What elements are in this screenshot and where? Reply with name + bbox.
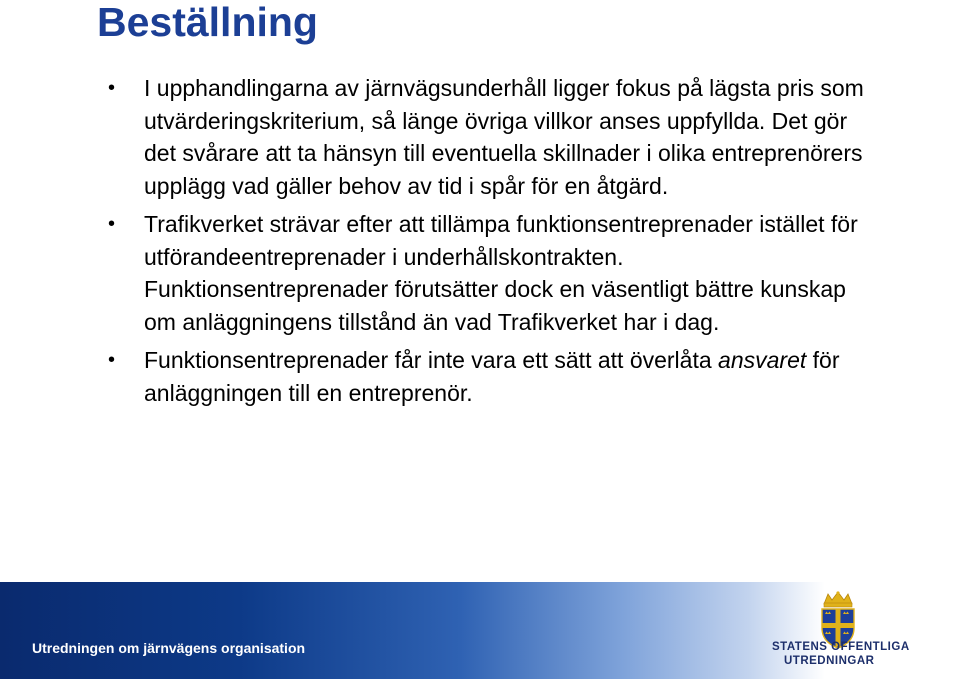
logo-text-line-1: STATENS OFFENTLIGA xyxy=(772,641,910,653)
bullet-text-3 xyxy=(144,347,840,406)
footer-text: Utredningen om järnvägens organisation xyxy=(32,640,306,656)
bullet-text-2: Trafikverket strävar efter att tillämpa funktionsentreprenader istället för utförandeentreprenader i underhållskontrakten. Funktionsentreprenader förutsätter dock en väsentligt bättre kunskap om anläggningens tillstånd än vad Trafikverket har i dag. xyxy=(144,211,858,335)
bullet-marker: • xyxy=(108,213,116,235)
bullet-item xyxy=(108,208,868,338)
bullet-marker: • xyxy=(108,349,116,371)
bullet-text-3-emphasis: ansvaret xyxy=(718,347,807,373)
bullet-item xyxy=(108,344,868,409)
sou-logo xyxy=(766,590,916,672)
logo-text-line-2: UTREDNINGAR xyxy=(784,655,875,667)
bullet-text-3-start: Funktionsentreprenader får inte vara ett sätt att överlåta xyxy=(144,347,719,373)
bullet-item xyxy=(108,72,868,202)
bullet-text-1: I upphandlingarna av järnvägsunderhåll ligger fokus på lägsta pris som utvärderingskriterium, så länge övriga villkor anses uppfyllda. Det gör det svårare att ta hänsyn till eventuella skillnader i olika entreprenörers upplägg vad gäller behov av tid i spår för en åtgärd. xyxy=(144,75,864,199)
slide-title: Beställning xyxy=(97,0,318,45)
bullet-list xyxy=(108,72,868,415)
bullet-marker: • xyxy=(108,77,116,99)
bullet-text-3-end: för anläggningen till en entreprenör. xyxy=(144,347,840,406)
